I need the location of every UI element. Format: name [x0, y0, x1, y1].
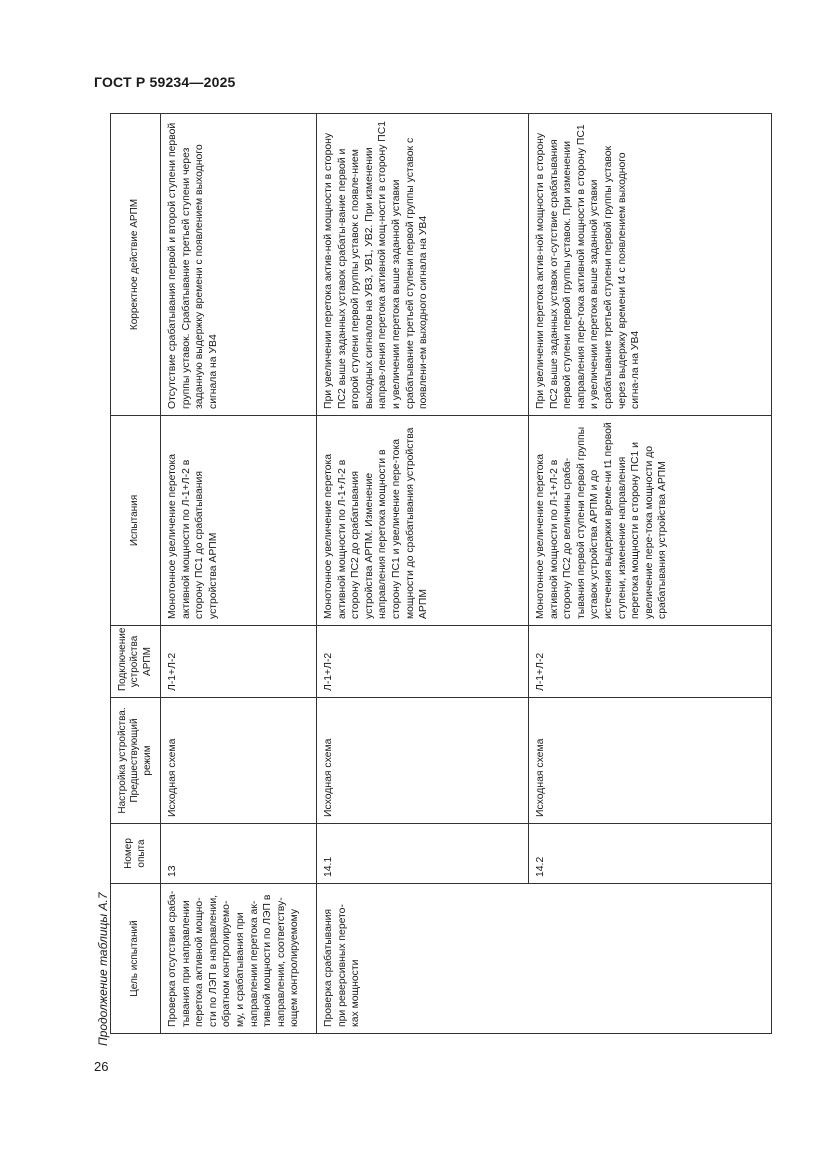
- connection-cell: Л-1+Л-2: [317, 626, 529, 698]
- table-row: [317, 114, 529, 1034]
- page-number: 26: [94, 1059, 109, 1074]
- tests-cell: Монотонное увеличение перетока активной мощности по Л-1+Л-2 в сторону ПС2 до величины сраба-тывания первой ступени первой группы уставок устройства АРПМ и до истечения выдержки време-ни t1 первой ступени, изменение направления перетока мощности в сторону ПС1 и увеличение пере-тока мощности до срабатывания устройства АРПМ: [529, 416, 772, 626]
- setup-cell: Исходная схема: [161, 698, 317, 824]
- connection-cell: Л-1+Л-2: [161, 626, 317, 698]
- header-setup: Настройка устройства. Предшествующий режим: [111, 698, 161, 824]
- table-row: [161, 114, 317, 1034]
- tests-cell: Монотонное увеличение перетока активной мощности по Л-1+Л-2 в сторону ПС1 до срабатывания устройства АРПМ: [161, 416, 317, 626]
- header-tests: Испытания: [111, 416, 161, 626]
- header-goal: Цель испытаний: [111, 884, 161, 1034]
- correct-action-cell: При увеличении перетока актив-ной мощности в сторону ПС2 выше заданных уставок срабаты-вание первой и второй ступени первой группы уставок с появле-нием выходных сигналов на УВ3, УВ1, УВ2. При изменении направ-ления перетока активной мощ-ности в сторону ПС1 и увеличении перетока выше заданной уставки срабатывание третьей ступени первой группы уставок с появлени-ем выходного сигнала на УВ4: [317, 114, 529, 416]
- table-header-row: [111, 114, 161, 1034]
- correct-action-cell: Отсутствие срабатывания первой и второй ступени первой группы уставок. Срабатывание третьей ступени через заданную выдержку времени с появлением выходного сигнала на УВ4: [161, 114, 317, 416]
- test-number-cell: 14.1: [317, 824, 529, 884]
- header-correct-action: Корректное действие АРПМ: [111, 114, 161, 416]
- table-continuation-caption: Продолжение таблицы А.7: [96, 892, 110, 1046]
- rotated-table-container: [110, 114, 771, 1034]
- document-code: ГОСТ Р 59234—2025: [94, 74, 236, 90]
- test-number-cell: 13: [161, 824, 317, 884]
- setup-cell: Исходная схема: [317, 698, 529, 824]
- test-table: [110, 113, 772, 1034]
- connection-cell: Л-1+Л-2: [529, 626, 772, 698]
- test-number-cell: 14.2: [529, 824, 772, 884]
- goal-cell: Проверка срабатывания при реверсивных перето-ках мощности: [317, 884, 772, 1034]
- header-test-number: Номер опыта: [111, 824, 161, 884]
- tests-cell: Монотонное увеличение перетока активной мощности по Л-1+Л-2 в сторону ПС2 до срабатывания устройства АРПМ. Изменение направления перетока мощности в сторону ПС1 и увеличение пере-тока мощности до срабатывания устройства АРПМ: [317, 416, 529, 626]
- header-connection: Подключение устройства АРПМ: [111, 626, 161, 698]
- correct-action-cell: При увеличении перетока актив-ной мощности в сторону ПС2 выше заданных уставок от-сутствие срабатывания первой ступени первой группы уставок. При изменении направления пере-тока активной мощности в сторону ПС1 и увеличении перетока выше заданной уставки срабатывание третьей ступени первой группы уставок через выдержку времени t4 с появлением выходного сигна-ла на УВ4: [529, 114, 772, 416]
- setup-cell: Исходная схема: [529, 698, 772, 824]
- goal-cell: Проверка отсутствия сраба-тывания при направлении перетока активной мощно-сти по ЛЭП в направлении, обратном контролируемо-му, и срабатывания при направлении перетока ак-тивной мощности по ЛЭП в направлении, соответству-ющем контролируемому: [161, 884, 317, 1034]
